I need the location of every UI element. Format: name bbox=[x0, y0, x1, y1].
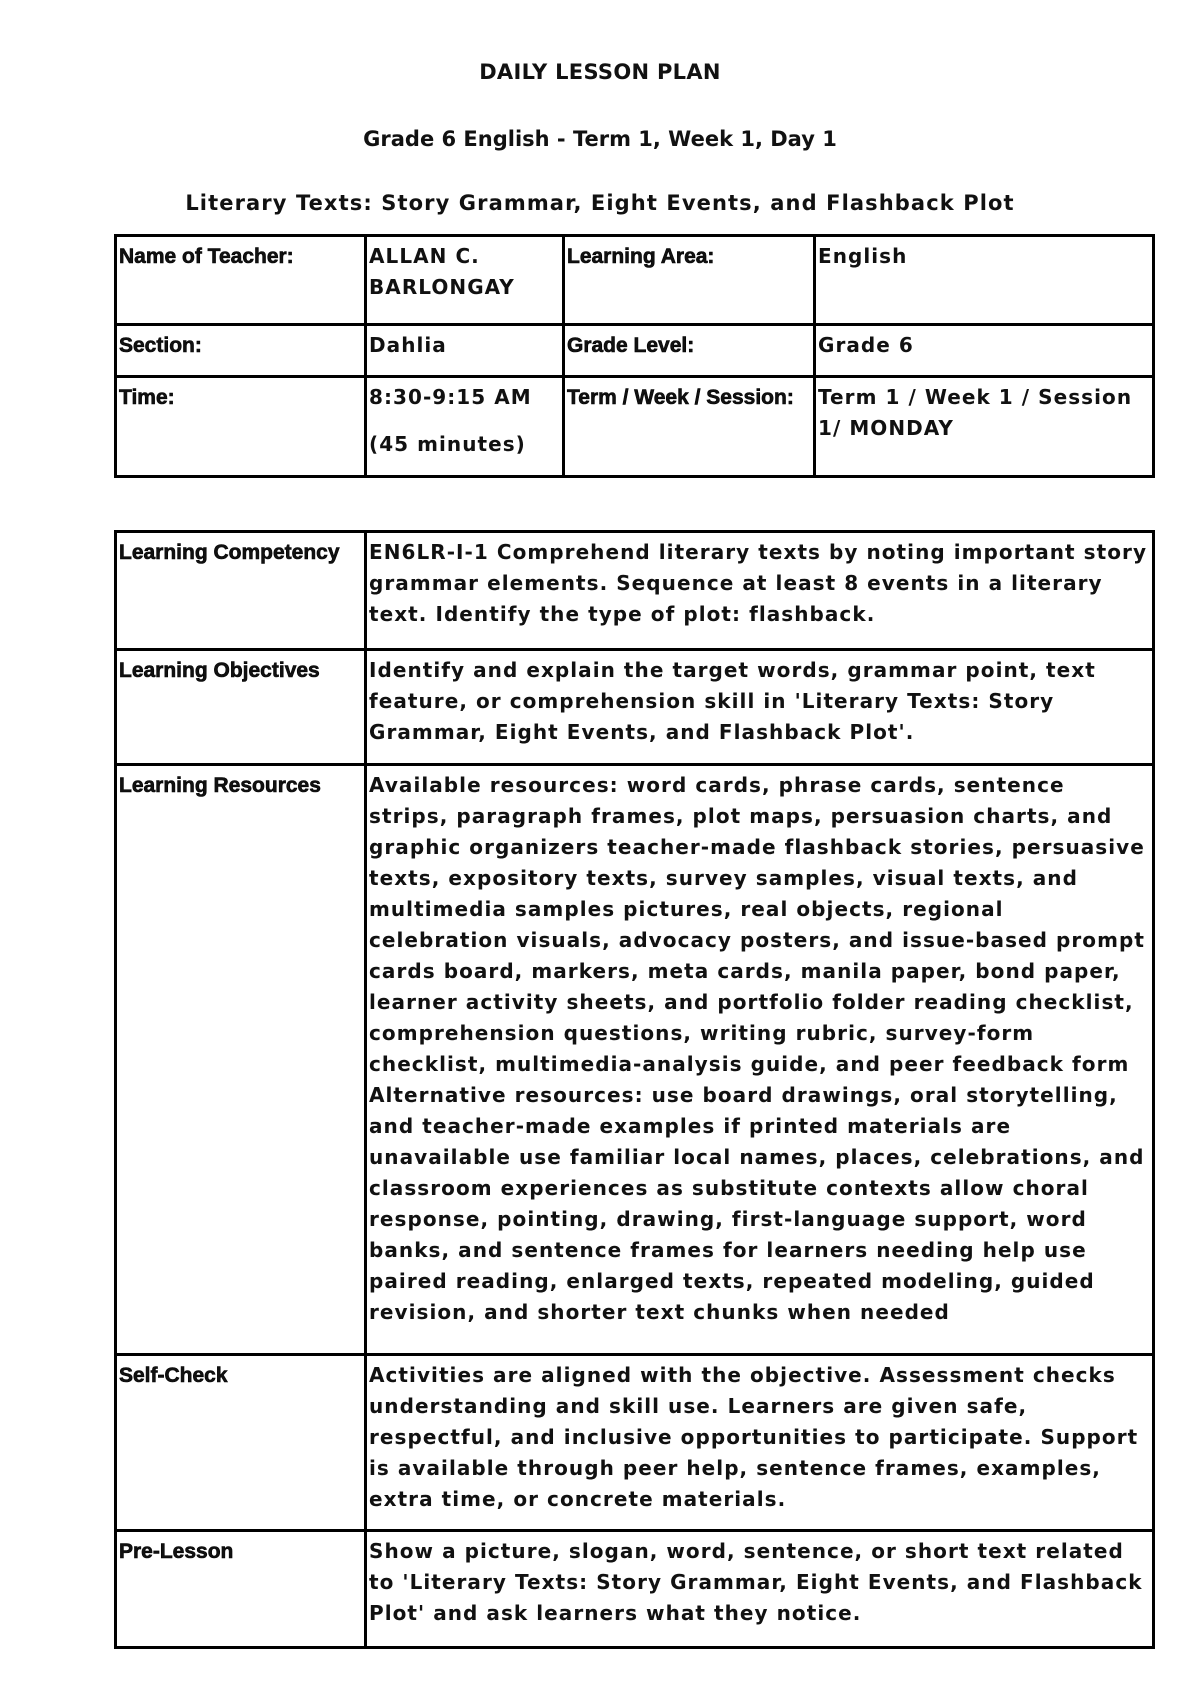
learning-area-label: Learning Area: bbox=[564, 236, 815, 325]
info-row-time bbox=[116, 377, 1154, 477]
grade-level-value: Grade 6 bbox=[815, 325, 1154, 377]
term-label: Term / Week / Session: bbox=[564, 377, 815, 477]
section-label: Section: bbox=[116, 325, 366, 377]
plan-row-selfcheck bbox=[116, 1355, 1154, 1531]
selfcheck-value: Activities are aligned with the objective. Assessment checks understanding and skill use. Learners are given safe, respectful, and inclusive opportunities to participate. Support is available through peer help, sentence frames, examples, extra time, or concrete materials. bbox=[366, 1355, 1154, 1531]
resources-value: Available resources: word cards, phrase cards, sentence strips, paragraph frames, plot maps, persuasion charts, and graphic organizers teacher-made flashback stories, persuasive texts, expository texts, survey samples, visual texts, and multimedia samples pictures, real objects, regional celebration visuals, advocacy posters, and issue-based prompt cards board, markers, meta cards, manila paper, bond paper, learner activity sheets, and portfolio folder reading checklist, comprehension questions, writing rubric, survey-form checklist, multimedia-analysis guide, and peer feedback form Alternative resources: use board drawings, oral storytelling, and teacher-made examples if printed materials are unavailable use familiar local names, places, celebrations, and classroom experiences as substitute contexts allow choral response, pointing, drawing, first-language support, word banks, and sentence frames for learners needing help use paired reading, enlarged texts, repeated modeling, guided revision, and shorter text chunks when needed bbox=[366, 765, 1154, 1355]
info-row-teacher bbox=[116, 236, 1154, 325]
prelesson-label: Pre-Lesson bbox=[116, 1531, 366, 1648]
objectives-value: Identify and explain the target words, grammar point, text feature, or comprehension skill in 'Literary Texts: Story Grammar, Eight Events, and Flashback Plot'. bbox=[366, 650, 1154, 765]
plan-row-prelesson bbox=[116, 1531, 1154, 1648]
plan-row-competency bbox=[116, 532, 1154, 650]
time-cell bbox=[366, 377, 564, 477]
term-value: Term 1 / Week 1 / Session 1/ MONDAY bbox=[815, 377, 1154, 477]
lesson-info-table bbox=[114, 234, 1155, 478]
grade-level-label: Grade Level: bbox=[564, 325, 815, 377]
lesson-plan-table bbox=[114, 530, 1155, 1649]
teacher-value: ALLAN C. BARLONGAY bbox=[366, 236, 564, 325]
time-label: Time: bbox=[116, 377, 366, 477]
time-duration: (45 minutes) bbox=[369, 432, 526, 456]
plan-row-objectives bbox=[116, 650, 1154, 765]
selfcheck-label: Self-Check bbox=[116, 1355, 366, 1531]
teacher-label: Name of Teacher: bbox=[116, 236, 366, 325]
plan-row-resources bbox=[116, 765, 1154, 1355]
section-value: Dahlia bbox=[366, 325, 564, 377]
topic-line: Literary Texts: Story Grammar, Eight Events, and Flashback Plot bbox=[185, 191, 1015, 215]
grade-line: Grade 6 English - Term 1, Week 1, Day 1 bbox=[363, 127, 837, 151]
document-title: DAILY LESSON PLAN bbox=[479, 60, 721, 84]
info-row-section bbox=[116, 325, 1154, 377]
competency-value: EN6LR-I-1 Comprehend literary texts by noting important story grammar elements. Sequence at least 8 events in a literary text. Identify the type of plot: flashback. bbox=[366, 532, 1154, 650]
time-value: 8:30-9:15 AM bbox=[369, 385, 532, 409]
competency-label: Learning Competency bbox=[116, 532, 366, 650]
learning-area-value: English bbox=[815, 236, 1154, 325]
objectives-label: Learning Objectives bbox=[116, 650, 366, 765]
resources-label: Learning Resources bbox=[116, 765, 366, 1355]
prelesson-value: Show a picture, slogan, word, sentence, or short text related to 'Literary Texts: Story Grammar, Eight Events, and Flashback Plot' and ask learners what they notice. bbox=[366, 1531, 1154, 1648]
